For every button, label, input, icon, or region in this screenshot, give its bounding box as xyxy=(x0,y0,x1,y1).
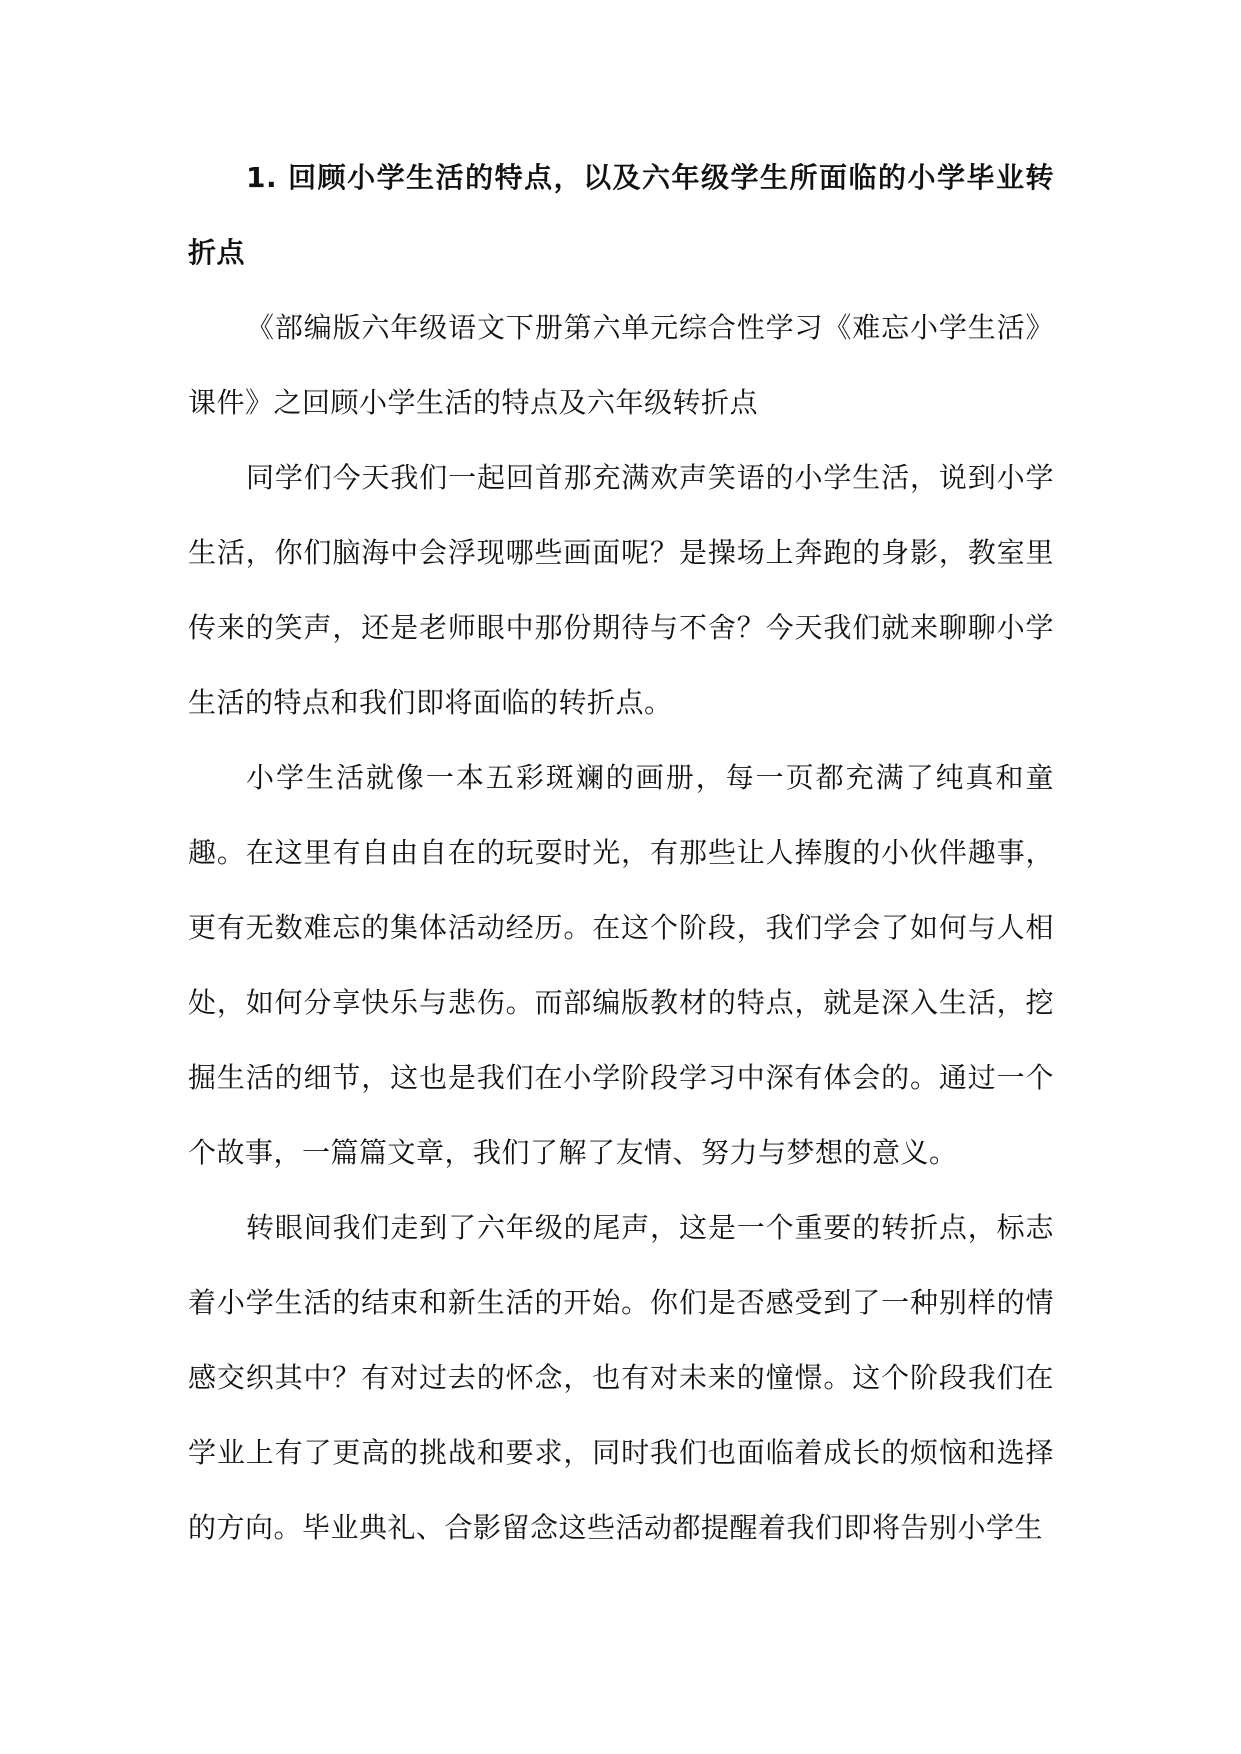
paragraph-primary-life: 小学生活就像一本五彩斑斓的画册，每一页都充满了纯真和童趣。在这里有自由自在的玩耍时光，有那些让人捧腹的小伙伴趣事，更有无数难忘的集体活动经历。在这个阶段，我们学会了如何与人相处，如何分享快乐与悲伤。而部编版教材的特点，就是深入生活，挖掘生活的细节，这也是我们在小学阶段学习中深有体会的。通过一个个故事，一篇篇文章，我们了解了友情、努力与梦想的意义。 xyxy=(188,761,1054,1169)
document-body xyxy=(188,140,1054,1565)
paragraph-turning-point: 转眼间我们走到了六年级的尾声，这是一个重要的转折点，标志着小学生活的结束和新生活的开始。你们是否感受到了一种别样的情感交织其中？有对过去的怀念，也有对未来的憧憬。这个阶段我们在学业上有了更高的挑战和要求，同时我们也面临着成长的烦恼和选择的方向。毕业典礼、合影留念这些活动都提醒着我们即将告别小学生 xyxy=(188,1211,1054,1544)
section-heading xyxy=(188,140,1054,290)
heading-number: 1. xyxy=(246,161,278,194)
paragraph-title-line: 《部编版六年级语文下册第六单元综合性学习《难忘小学生活》课件》之回顾小学生活的特点及六年级转折点 xyxy=(188,311,1054,419)
paragraph-intro: 同学们今天我们一起回首那充满欢声笑语的小学生活，说到小学生活，你们脑海中会浮现哪些画面呢？是操场上奔跑的身影，教室里传来的笑声，还是老师眼中那份期待与不舍？今天我们就来聊聊小学生活的特点和我们即将面临的转折点。 xyxy=(188,461,1054,719)
heading-text: 回顾小学生活的特点，以及六年级学生所面临的小学毕业转折点 xyxy=(188,161,1054,269)
